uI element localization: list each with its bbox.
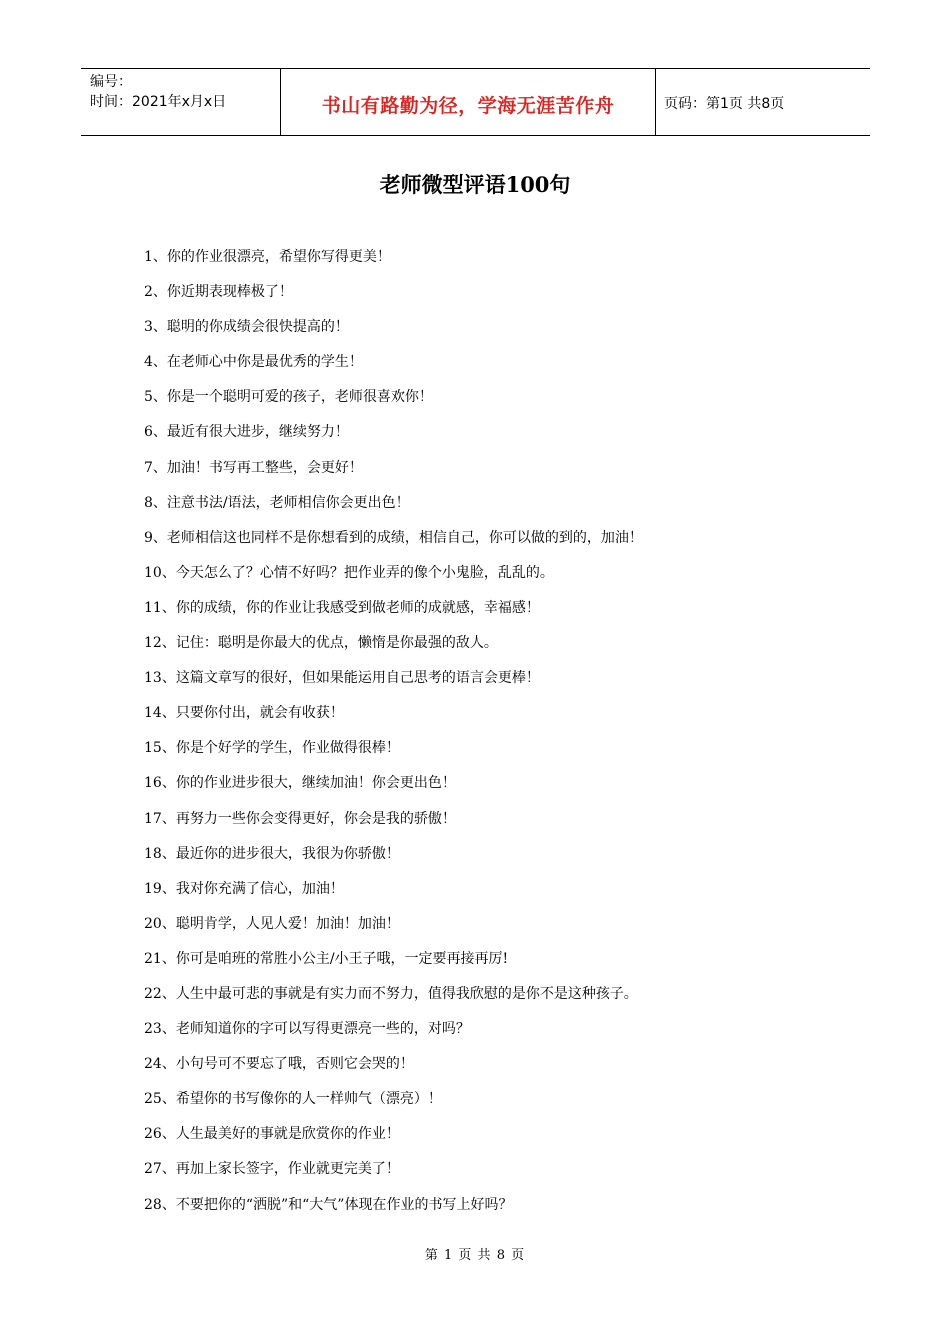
comment-item: 26、人生最美好的事就是欣赏你的作业！ (144, 1126, 400, 1143)
comment-item: 14、只要你付出，就会有收获！ (144, 705, 344, 722)
comment-item: 17、再努力一些你会变得更好，你会是我的骄傲！ (144, 810, 456, 827)
comment-item: 23、老师知道你的字可以写得更漂亮一些的，对吗？ (144, 1021, 470, 1038)
comment-item: 25、希望你的书写像你的人一样帅气（漂亮）！ (144, 1091, 442, 1108)
comment-item: 10、今天怎么了？心情不好吗？把作业弄的像个小鬼脸，乱乱的。 (144, 564, 554, 581)
comment-item: 3、聪明的你成绩会很快提高的！ (144, 319, 349, 336)
header-motto-cell (281, 69, 656, 135)
comment-item: 2、你近期表现棒极了！ (144, 284, 293, 301)
comment-item: 1、你的作业很漂亮，希望你写得更美！ (144, 249, 391, 265)
date-label: 时间：2021年x月x日 (90, 94, 227, 110)
header-meta (81, 69, 281, 135)
comment-item: 12、记住：聪明是你最大的优点，懒惰是你最强的敌人。 (144, 635, 498, 652)
document-title: 老师微型评语100句 (379, 172, 571, 197)
comment-item: 28、不要把你的“洒脱”和“大气”体现在作业的书写上好吗？ (144, 1196, 513, 1213)
comment-item: 9、老师相信这也同样不是你想看到的成绩，相信自己，你可以做的到的，加油！ (144, 529, 643, 546)
comment-item: 15、你是个好学的学生，作业做得很棒！ (144, 740, 400, 757)
header-page-info (656, 69, 870, 135)
comment-item: 18、最近你的进步很大，我很为你骄傲！ (144, 845, 400, 862)
comment-item: 4、在老师心中你是最优秀的学生！ (144, 354, 363, 371)
motto-text: 书山有路勤为径，学海无涯苦作舟 (321, 94, 615, 117)
comment-item: 11、你的成绩，你的作业让我感受到做老师的成就感，幸福感！ (144, 599, 540, 616)
comment-list (144, 244, 864, 1227)
comment-item: 13、这篇文章写的很好，但如果能运用自己思考的语言会更棒！ (144, 670, 540, 687)
comment-item: 21、你可是咱班的常胜小公主/小王子哦，一定要再接再厉! (144, 950, 509, 967)
serial-number-label: 编号： (90, 74, 132, 90)
comment-item: 24、小句号可不要忘了哦，否则它会哭的！ (144, 1056, 414, 1073)
comment-item: 22、人生中最可悲的事就是有实力而不努力，值得我欣慰的是你不是这种孩子。 (144, 985, 638, 1002)
comment-item: 27、再加上家长签字，作业就更完美了！ (144, 1161, 400, 1178)
comment-item: 16、你的作业进步很大，继续加油！你会更出色！ (144, 775, 456, 792)
page-info-text: 页码：第1页 共8页 (664, 96, 785, 112)
comment-item: 7、加油！书写再工整些，会更好！ (144, 459, 363, 476)
document-header (81, 68, 870, 136)
comment-item: 6、最近有很大进步，继续努力！ (144, 424, 349, 441)
comment-item: 20、聪明肯学，人见人爱！加油！加油！ (144, 915, 400, 932)
comment-item: 8、注意书法/语法，老师相信你会更出色！ (144, 494, 410, 511)
comment-item: 5、你是一个聪明可爱的孩子，老师很喜欢你！ (144, 389, 433, 406)
comment-item: 19、我对你充满了信心，加油！ (144, 880, 344, 897)
page-footer: 第 1 页 共 8 页 (424, 1248, 526, 1263)
